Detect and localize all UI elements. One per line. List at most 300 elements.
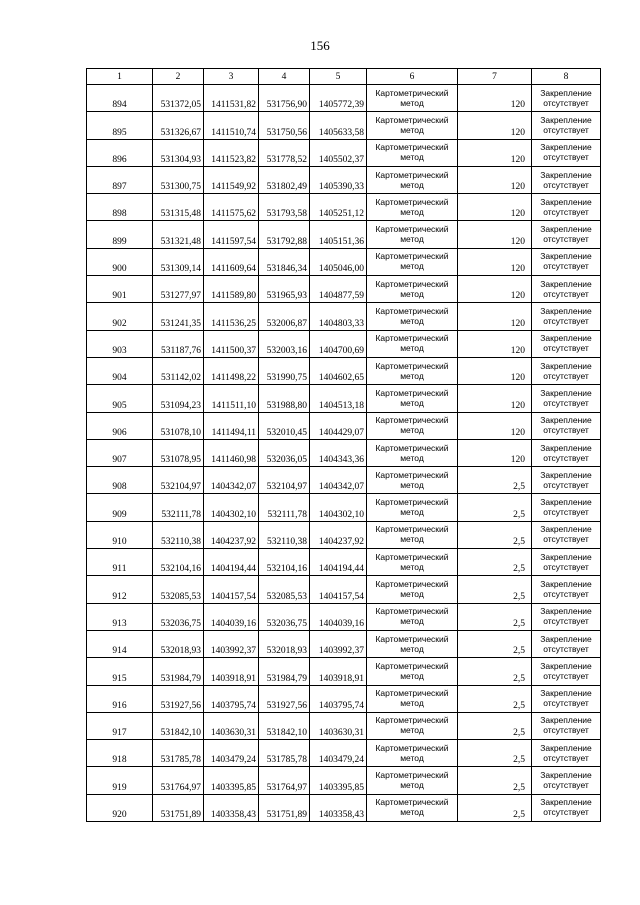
table-row bbox=[87, 276, 601, 303]
accuracy-cell: 2,5 bbox=[458, 521, 532, 548]
y2-cell: 1403395,85 bbox=[310, 767, 367, 794]
y1-cell: 1404302,10 bbox=[204, 494, 259, 521]
x2-cell: 532104,16 bbox=[259, 549, 310, 576]
x2-cell: 531984,79 bbox=[259, 658, 310, 685]
y2-cell: 1404194,44 bbox=[310, 549, 367, 576]
method-cell bbox=[367, 221, 458, 248]
method-text-line2: метод bbox=[400, 316, 424, 327]
x2-cell: 531988,80 bbox=[259, 385, 310, 412]
accuracy-cell: 120 bbox=[458, 194, 532, 221]
x1-cell: 532111,78 bbox=[153, 494, 204, 521]
fixing-text-line1: Закрепление bbox=[540, 169, 592, 180]
method-text-line2: метод bbox=[400, 807, 424, 818]
header-cell: 4 bbox=[259, 69, 310, 85]
accuracy-cell: 2,5 bbox=[458, 603, 532, 630]
x2-cell: 531965,93 bbox=[259, 276, 310, 303]
method-cell bbox=[367, 85, 458, 112]
fixing-text-line2: отсутствует bbox=[543, 698, 589, 709]
table-row bbox=[87, 166, 601, 193]
x2-cell: 531842,10 bbox=[259, 712, 310, 739]
y1-cell: 1411597,54 bbox=[204, 221, 259, 248]
method-text-line1: Картометрический bbox=[375, 742, 449, 753]
fixing-text-line2: отсутствует bbox=[543, 807, 589, 818]
accuracy-cell: 120 bbox=[458, 330, 532, 357]
header-cell: 1 bbox=[87, 69, 153, 85]
method-text-line2: метод bbox=[400, 206, 424, 217]
accuracy-cell: 120 bbox=[458, 85, 532, 112]
x1-cell: 531241,35 bbox=[153, 303, 204, 330]
table-row bbox=[87, 139, 601, 166]
y1-cell: 1404342,07 bbox=[204, 467, 259, 494]
method-text-line1: Картометрический bbox=[375, 797, 449, 808]
y1-cell: 1411494,11 bbox=[204, 412, 259, 439]
fixing-cell bbox=[532, 494, 601, 521]
point-number-cell: 912 bbox=[87, 576, 153, 603]
method-cell bbox=[367, 603, 458, 630]
method-text-line2: метод bbox=[400, 152, 424, 163]
y1-cell: 1404237,92 bbox=[204, 521, 259, 548]
table-row bbox=[87, 221, 601, 248]
point-number-cell: 899 bbox=[87, 221, 153, 248]
fixing-cell bbox=[532, 767, 601, 794]
table-row bbox=[87, 303, 601, 330]
y1-cell: 1411498,22 bbox=[204, 357, 259, 384]
x1-cell: 531927,56 bbox=[153, 685, 204, 712]
table-row bbox=[87, 194, 601, 221]
y1-cell: 1411511,10 bbox=[204, 385, 259, 412]
y2-cell: 1403992,37 bbox=[310, 630, 367, 657]
y1-cell: 1403395,85 bbox=[204, 767, 259, 794]
x1-cell: 531326,67 bbox=[153, 112, 204, 139]
fixing-text-line2: отсутствует bbox=[543, 752, 589, 763]
x2-cell: 531764,97 bbox=[259, 767, 310, 794]
accuracy-cell: 2,5 bbox=[458, 712, 532, 739]
method-text-line1: Картометрический bbox=[375, 196, 449, 207]
y2-cell: 1405251,12 bbox=[310, 194, 367, 221]
x2-cell: 531750,56 bbox=[259, 112, 310, 139]
fixing-cell bbox=[532, 630, 601, 657]
fixing-text-line2: отсутствует bbox=[543, 343, 589, 354]
accuracy-cell: 2,5 bbox=[458, 467, 532, 494]
method-cell bbox=[367, 194, 458, 221]
method-cell bbox=[367, 467, 458, 494]
fixing-text-line2: отсутствует bbox=[543, 780, 589, 791]
x1-cell: 531315,48 bbox=[153, 194, 204, 221]
method-cell bbox=[367, 166, 458, 193]
method-text-line2: метод bbox=[400, 698, 424, 709]
method-text-line1: Картометрический bbox=[375, 333, 449, 344]
y1-cell: 1403479,24 bbox=[204, 740, 259, 767]
fixing-cell bbox=[532, 330, 601, 357]
header-cell: 8 bbox=[532, 69, 601, 85]
accuracy-cell: 120 bbox=[458, 412, 532, 439]
fixing-text-line1: Закрепление bbox=[540, 251, 592, 262]
y1-cell: 1411536,25 bbox=[204, 303, 259, 330]
accuracy-cell: 120 bbox=[458, 276, 532, 303]
y1-cell: 1411609,64 bbox=[204, 248, 259, 275]
method-text-line1: Картометрический bbox=[375, 387, 449, 398]
fixing-cell bbox=[532, 412, 601, 439]
fixing-cell bbox=[532, 248, 601, 275]
point-number-cell: 916 bbox=[87, 685, 153, 712]
table-row bbox=[87, 357, 601, 384]
method-text-line1: Картометрический bbox=[375, 660, 449, 671]
table-row bbox=[87, 494, 601, 521]
method-cell bbox=[367, 576, 458, 603]
y2-cell: 1404302,10 bbox=[310, 494, 367, 521]
method-text-line1: Картометрический bbox=[375, 688, 449, 699]
y1-cell: 1411589,80 bbox=[204, 276, 259, 303]
fixing-cell bbox=[532, 385, 601, 412]
accuracy-cell: 120 bbox=[458, 357, 532, 384]
fixing-text-line1: Закрепление bbox=[540, 333, 592, 344]
y2-cell: 1404342,07 bbox=[310, 467, 367, 494]
accuracy-cell: 120 bbox=[458, 112, 532, 139]
y1-cell: 1411523,82 bbox=[204, 139, 259, 166]
y1-cell: 1404157,54 bbox=[204, 576, 259, 603]
x2-cell: 531756,90 bbox=[259, 85, 310, 112]
method-cell bbox=[367, 740, 458, 767]
point-number-cell: 910 bbox=[87, 521, 153, 548]
x2-cell: 532111,78 bbox=[259, 494, 310, 521]
table-row bbox=[87, 549, 601, 576]
fixing-cell bbox=[532, 521, 601, 548]
x1-cell: 532085,53 bbox=[153, 576, 204, 603]
fixing-text-line2: отсутствует bbox=[543, 425, 589, 436]
method-text-line1: Картометрический bbox=[375, 87, 449, 98]
y2-cell: 1404157,54 bbox=[310, 576, 367, 603]
fixing-text-line1: Закрепление bbox=[540, 578, 592, 589]
accuracy-cell: 2,5 bbox=[458, 576, 532, 603]
y2-cell: 1403630,31 bbox=[310, 712, 367, 739]
y2-cell: 1403918,91 bbox=[310, 658, 367, 685]
point-number-cell: 911 bbox=[87, 549, 153, 576]
fixing-cell bbox=[532, 576, 601, 603]
point-number-cell: 904 bbox=[87, 357, 153, 384]
method-text-line2: метод bbox=[400, 507, 424, 518]
method-cell bbox=[367, 549, 458, 576]
method-text-line1: Картометрический bbox=[375, 606, 449, 617]
method-cell bbox=[367, 794, 458, 821]
x2-cell: 531927,56 bbox=[259, 685, 310, 712]
accuracy-cell: 2,5 bbox=[458, 549, 532, 576]
x1-cell: 531785,78 bbox=[153, 740, 204, 767]
method-cell bbox=[367, 139, 458, 166]
x1-cell: 531078,95 bbox=[153, 439, 204, 466]
fixing-cell bbox=[532, 276, 601, 303]
table-row bbox=[87, 685, 601, 712]
fixing-cell bbox=[532, 794, 601, 821]
fixing-cell bbox=[532, 194, 601, 221]
point-number-cell: 906 bbox=[87, 412, 153, 439]
method-text-line1: Картометрический bbox=[375, 551, 449, 562]
point-number-cell: 895 bbox=[87, 112, 153, 139]
method-text-line1: Картометрический bbox=[375, 415, 449, 426]
point-number-cell: 914 bbox=[87, 630, 153, 657]
fixing-text-line2: отсутствует bbox=[543, 97, 589, 108]
y1-cell: 1411510,74 bbox=[204, 112, 259, 139]
x2-cell: 532104,97 bbox=[259, 467, 310, 494]
method-text-line2: метод bbox=[400, 780, 424, 791]
header-cell: 3 bbox=[204, 69, 259, 85]
accuracy-cell: 2,5 bbox=[458, 658, 532, 685]
fixing-text-line1: Закрепление bbox=[540, 415, 592, 426]
fixing-cell bbox=[532, 740, 601, 767]
method-text-line1: Картометрический bbox=[375, 715, 449, 726]
point-number-cell: 913 bbox=[87, 603, 153, 630]
fixing-text-line2: отсутствует bbox=[543, 261, 589, 272]
point-number-cell: 894 bbox=[87, 85, 153, 112]
table-header-row bbox=[87, 69, 601, 85]
table-row bbox=[87, 576, 601, 603]
fixing-text-line1: Закрепление bbox=[540, 497, 592, 508]
method-text-line1: Картометрический bbox=[375, 524, 449, 535]
method-text-line2: метод bbox=[400, 752, 424, 763]
table-row bbox=[87, 630, 601, 657]
y1-cell: 1411500,37 bbox=[204, 330, 259, 357]
y2-cell: 1405502,37 bbox=[310, 139, 367, 166]
y2-cell: 1404700,69 bbox=[310, 330, 367, 357]
fixing-text-line1: Закрепление bbox=[540, 114, 592, 125]
method-text-line2: метод bbox=[400, 124, 424, 135]
x2-cell: 531846,34 bbox=[259, 248, 310, 275]
x2-cell: 532010,45 bbox=[259, 412, 310, 439]
fixing-text-line2: отсутствует bbox=[543, 507, 589, 518]
page-number: 156 bbox=[310, 38, 330, 53]
fixing-text-line1: Закрепление bbox=[540, 715, 592, 726]
x1-cell: 531309,14 bbox=[153, 248, 204, 275]
header-cell: 2 bbox=[153, 69, 204, 85]
fixing-text-line2: отсутствует bbox=[543, 206, 589, 217]
method-cell bbox=[367, 276, 458, 303]
x2-cell: 532018,93 bbox=[259, 630, 310, 657]
x2-cell: 531751,89 bbox=[259, 794, 310, 821]
method-text-line1: Картометрический bbox=[375, 278, 449, 289]
y2-cell: 1405151,36 bbox=[310, 221, 367, 248]
method-text-line2: метод bbox=[400, 397, 424, 408]
point-number-cell: 907 bbox=[87, 439, 153, 466]
accuracy-cell: 120 bbox=[458, 303, 532, 330]
fixing-text-line2: отсутствует bbox=[543, 534, 589, 545]
point-number-cell: 905 bbox=[87, 385, 153, 412]
fixing-cell bbox=[532, 166, 601, 193]
header-cell: 7 bbox=[458, 69, 532, 85]
method-cell bbox=[367, 439, 458, 466]
table-row bbox=[87, 712, 601, 739]
y1-cell: 1411460,98 bbox=[204, 439, 259, 466]
point-number-cell: 917 bbox=[87, 712, 153, 739]
method-text-line2: метод bbox=[400, 179, 424, 190]
x1-cell: 531300,75 bbox=[153, 166, 204, 193]
x1-cell: 531142,02 bbox=[153, 357, 204, 384]
method-cell bbox=[367, 330, 458, 357]
x1-cell: 531078,10 bbox=[153, 412, 204, 439]
fixing-text-line1: Закрепление bbox=[540, 360, 592, 371]
y2-cell: 1404513,18 bbox=[310, 385, 367, 412]
x2-cell: 531785,78 bbox=[259, 740, 310, 767]
y1-cell: 1403918,91 bbox=[204, 658, 259, 685]
y2-cell: 1405390,33 bbox=[310, 166, 367, 193]
point-number-cell: 915 bbox=[87, 658, 153, 685]
method-text-line2: метод bbox=[400, 588, 424, 599]
x1-cell: 531304,93 bbox=[153, 139, 204, 166]
method-cell bbox=[367, 767, 458, 794]
table-row bbox=[87, 521, 601, 548]
method-cell bbox=[367, 494, 458, 521]
fixing-text-line1: Закрепление bbox=[540, 797, 592, 808]
y2-cell: 1403479,24 bbox=[310, 740, 367, 767]
accuracy-cell: 2,5 bbox=[458, 794, 532, 821]
fixing-text-line1: Закрепление bbox=[540, 306, 592, 317]
method-text-line2: метод bbox=[400, 725, 424, 736]
table-row bbox=[87, 658, 601, 685]
point-number-cell: 898 bbox=[87, 194, 153, 221]
y1-cell: 1403358,43 bbox=[204, 794, 259, 821]
method-text-line2: метод bbox=[400, 452, 424, 463]
fixing-text-line2: отсутствует bbox=[543, 397, 589, 408]
accuracy-cell: 2,5 bbox=[458, 630, 532, 657]
method-cell bbox=[367, 412, 458, 439]
fixing-text-line1: Закрепление bbox=[540, 633, 592, 644]
fixing-text-line1: Закрепление bbox=[540, 142, 592, 153]
y2-cell: 1404039,16 bbox=[310, 603, 367, 630]
fixing-cell bbox=[532, 658, 601, 685]
table-row bbox=[87, 467, 601, 494]
x1-cell: 531321,48 bbox=[153, 221, 204, 248]
point-number-cell: 902 bbox=[87, 303, 153, 330]
fixing-text-line1: Закрепление bbox=[540, 606, 592, 617]
fixing-cell bbox=[532, 712, 601, 739]
header-cell: 5 bbox=[310, 69, 367, 85]
fixing-text-line1: Закрепление bbox=[540, 224, 592, 235]
method-text-line1: Картометрический bbox=[375, 251, 449, 262]
x1-cell: 531372,05 bbox=[153, 85, 204, 112]
x1-cell: 531984,79 bbox=[153, 658, 204, 685]
fixing-text-line2: отсутствует bbox=[543, 670, 589, 681]
x2-cell: 532003,16 bbox=[259, 330, 310, 357]
y1-cell: 1403992,37 bbox=[204, 630, 259, 657]
x1-cell: 531094,23 bbox=[153, 385, 204, 412]
x1-cell: 531277,97 bbox=[153, 276, 204, 303]
fixing-text-line1: Закрепление bbox=[540, 387, 592, 398]
method-text-line1: Картометрический bbox=[375, 442, 449, 453]
fixing-text-line1: Закрепление bbox=[540, 688, 592, 699]
method-cell bbox=[367, 685, 458, 712]
point-number-cell: 920 bbox=[87, 794, 153, 821]
fixing-cell bbox=[532, 467, 601, 494]
method-text-line1: Картометрический bbox=[375, 306, 449, 317]
method-cell bbox=[367, 658, 458, 685]
point-number-cell: 909 bbox=[87, 494, 153, 521]
x2-cell: 532006,87 bbox=[259, 303, 310, 330]
fixing-cell bbox=[532, 357, 601, 384]
table-row bbox=[87, 439, 601, 466]
coordinates-table bbox=[86, 68, 601, 822]
method-cell bbox=[367, 712, 458, 739]
table-row bbox=[87, 412, 601, 439]
fixing-cell bbox=[532, 603, 601, 630]
table-body bbox=[87, 85, 601, 822]
y2-cell: 1403795,74 bbox=[310, 685, 367, 712]
table-row bbox=[87, 248, 601, 275]
method-text-line1: Картометрический bbox=[375, 224, 449, 235]
method-text-line1: Картометрический bbox=[375, 114, 449, 125]
method-text-line1: Картометрический bbox=[375, 469, 449, 480]
x2-cell: 531792,88 bbox=[259, 221, 310, 248]
table-row bbox=[87, 385, 601, 412]
table-row bbox=[87, 85, 601, 112]
y2-cell: 1405772,39 bbox=[310, 85, 367, 112]
fixing-text-line1: Закрепление bbox=[540, 196, 592, 207]
x2-cell: 531990,75 bbox=[259, 357, 310, 384]
x1-cell: 532104,97 bbox=[153, 467, 204, 494]
x1-cell: 531842,10 bbox=[153, 712, 204, 739]
y2-cell: 1404803,33 bbox=[310, 303, 367, 330]
fixing-text-line1: Закрепление bbox=[540, 770, 592, 781]
point-number-cell: 896 bbox=[87, 139, 153, 166]
accuracy-cell: 120 bbox=[458, 139, 532, 166]
y2-cell: 1404429,07 bbox=[310, 412, 367, 439]
x2-cell: 531778,52 bbox=[259, 139, 310, 166]
method-cell bbox=[367, 248, 458, 275]
table-row bbox=[87, 767, 601, 794]
x1-cell: 532018,93 bbox=[153, 630, 204, 657]
y1-cell: 1403630,31 bbox=[204, 712, 259, 739]
method-text-line1: Картометрический bbox=[375, 169, 449, 180]
method-text-line2: метод bbox=[400, 561, 424, 572]
method-cell bbox=[367, 630, 458, 657]
method-text-line1: Картометрический bbox=[375, 497, 449, 508]
fixing-text-line2: отсутствует bbox=[543, 588, 589, 599]
table-row bbox=[87, 794, 601, 821]
fixing-cell bbox=[532, 139, 601, 166]
fixing-cell bbox=[532, 439, 601, 466]
table-row bbox=[87, 603, 601, 630]
y2-cell: 1404343,36 bbox=[310, 439, 367, 466]
y2-cell: 1404877,59 bbox=[310, 276, 367, 303]
fixing-text-line2: отсутствует bbox=[543, 616, 589, 627]
fixing-text-line2: отсутствует bbox=[543, 288, 589, 299]
x1-cell: 531187,76 bbox=[153, 330, 204, 357]
y2-cell: 1403358,43 bbox=[310, 794, 367, 821]
method-text-line1: Картометрический bbox=[375, 770, 449, 781]
method-text-line2: метод bbox=[400, 534, 424, 545]
method-text-line1: Картометрический bbox=[375, 142, 449, 153]
fixing-text-line1: Закрепление bbox=[540, 442, 592, 453]
fixing-cell bbox=[532, 112, 601, 139]
y1-cell: 1411531,82 bbox=[204, 85, 259, 112]
fixing-text-line2: отсутствует bbox=[543, 179, 589, 190]
x2-cell: 532110,38 bbox=[259, 521, 310, 548]
fixing-text-line1: Закрепление bbox=[540, 278, 592, 289]
y1-cell: 1403795,74 bbox=[204, 685, 259, 712]
point-number-cell: 919 bbox=[87, 767, 153, 794]
fixing-text-line1: Закрепление bbox=[540, 524, 592, 535]
table-row bbox=[87, 112, 601, 139]
y2-cell: 1405633,58 bbox=[310, 112, 367, 139]
fixing-text-line1: Закрепление bbox=[540, 742, 592, 753]
y1-cell: 1404194,44 bbox=[204, 549, 259, 576]
x1-cell: 532110,38 bbox=[153, 521, 204, 548]
fixing-text-line2: отсутствует bbox=[543, 452, 589, 463]
fixing-text-line2: отсутствует bbox=[543, 234, 589, 245]
accuracy-cell: 120 bbox=[458, 385, 532, 412]
table-row bbox=[87, 330, 601, 357]
header-cell: 6 bbox=[367, 69, 458, 85]
fixing-text-line2: отсутствует bbox=[543, 479, 589, 490]
accuracy-cell: 2,5 bbox=[458, 685, 532, 712]
method-text-line1: Картометрический bbox=[375, 360, 449, 371]
